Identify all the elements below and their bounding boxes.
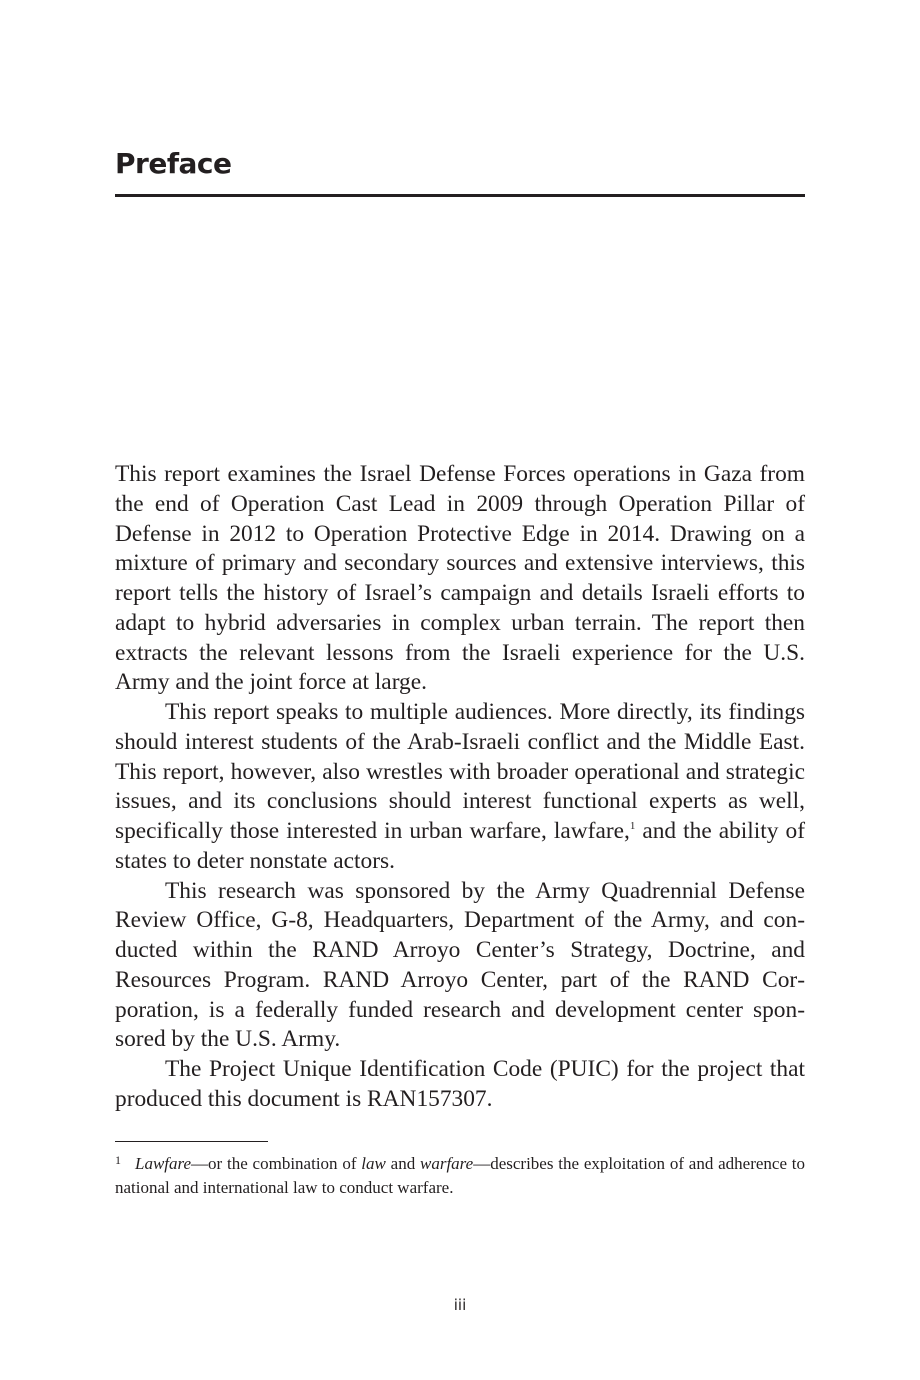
footnote-text-2: and [385,1154,420,1173]
footnote [115,1152,805,1200]
footnote-rule [115,1141,268,1142]
title-rule [115,194,805,197]
paragraph-2-text-before: This report speaks to multiple audiences. More directly, its findings should interest students of the Arab-Israeli conflict and the Middle East. This report, however, also wrestles with broader operational and strategic issues, and its conclusions should interest functional experts as well, specifically those interested in urban warfare, lawfare, [115,699,805,844]
paragraph-2-text-after: and the ability of states to deter nonstate actors. [115,818,805,874]
footnote-number: 1 [115,1153,121,1167]
footnote-term: Lawfare [135,1154,192,1173]
paragraph-4: The Project Unique Identification Code (PUIC) for the project that produced this document is RAN157307. [115,1056,805,1112]
page-number: iii [453,1296,467,1314]
footnote-reference[interactable]: 1 [629,820,636,832]
footnote-warfare: warfare [420,1154,474,1173]
footnote-text-1: —or the combination of [191,1154,362,1173]
paragraph-3: This research was sponsored by the Army Quadrennial Defense Review Office, G-8, Headquarters, Department of the Army, and conducted within the RAND Arroyo Center’s Strategy, Doctrine, and Resources Program. RAND Arroyo Center, part of the RAND Corporation, is a federally funded research and development center sponsored by the U.S. Army. [115,877,805,1053]
footnote-law: law [361,1154,386,1173]
paragraph-2 [115,698,805,877]
page-title: Preface [115,147,232,180]
paragraph-1: This report examines the Israel Defense Forces operations in Gaza from the end of Operation Cast Lead in 2009 through Operation Pillar of Defense in 2012 to Operation Protective Edge in 2014. Drawing on a mixture of primary and secondary sources and extensive interviews, this report tells the history of Israel’s campaign and details Israeli efforts to adapt to hybrid adversaries in complex urban terrain. The report then extracts the relevant lessons from the Israeli experience for the U.S. Army and the joint force at large. [115,461,805,696]
footnote-text-3: —describes the exploitation of and adherence to national and international law to conduct warfare. [115,1154,806,1197]
preface-body [115,460,805,1115]
